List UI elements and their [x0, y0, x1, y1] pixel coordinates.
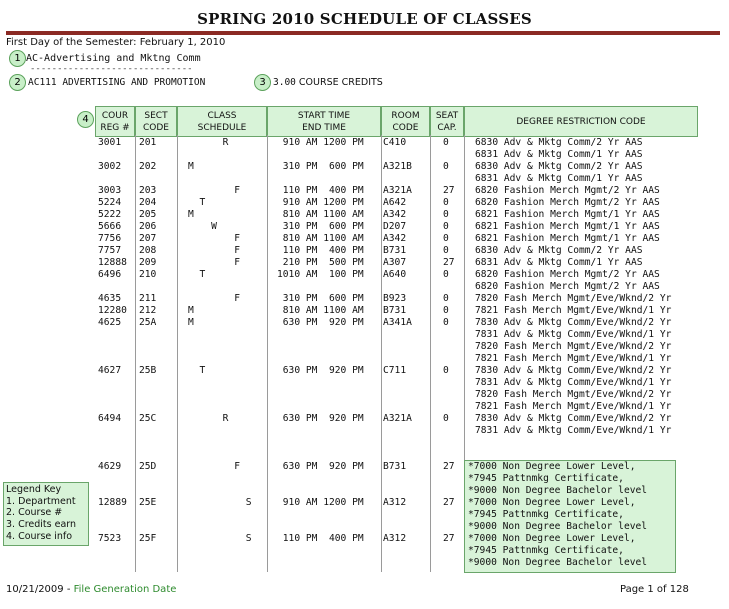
class-time: 910 AM 1200 PM [277, 497, 364, 508]
course-reg-number: 7756 [98, 233, 122, 244]
non-degree-code: *9000 Non Degree Bachelor level [468, 521, 648, 532]
seat-capacity: 27 [443, 185, 455, 196]
room-code: A321B [383, 161, 412, 172]
section-code: 25D [139, 461, 157, 472]
seat-capacity: 0 [443, 209, 449, 220]
section-code: 25E [139, 497, 157, 508]
course-reg-number: 12280 [98, 305, 127, 316]
room-code: D207 [383, 221, 407, 232]
section-code: 202 [139, 161, 157, 172]
seat-capacity: 0 [443, 365, 449, 376]
restriction-code: 6830 Adv & Mktg Comm/2 Yr AAS [475, 245, 643, 256]
callout-3-badge: 3 [254, 74, 271, 91]
class-time: 110 PM 400 PM [277, 533, 364, 544]
section-code: 25F [139, 533, 157, 544]
section-code: 210 [139, 269, 157, 280]
restriction-code: 6820 Fashion Merch Mgmt/2 Yr AAS [475, 197, 660, 208]
non-degree-code: *9000 Non Degree Bachelor level [468, 485, 648, 496]
section-code: 201 [139, 137, 157, 148]
class-time: 310 PM 600 PM [277, 161, 364, 172]
section-code: 25C [139, 413, 157, 424]
class-time: 630 PM 920 PM [277, 317, 364, 328]
restriction-code: 7830 Adv & Mktg Comm/Eve/Wknd/2 Yr [475, 413, 672, 424]
column-separator [135, 135, 136, 572]
room-code: C410 [383, 137, 407, 148]
room-code: A321A [383, 413, 412, 424]
restriction-code: 7820 Fash Merch Mgmt/Eve/Wknd/2 Yr [475, 293, 672, 304]
class-time: 310 PM 600 PM [277, 221, 364, 232]
restriction-code: 6831 Adv & Mktg Comm/1 Yr AAS [475, 173, 643, 184]
restriction-code: 7820 Fash Merch Mgmt/Eve/Wknd/2 Yr [475, 389, 672, 400]
restriction-code: 6831 Adv & Mktg Comm/1 Yr AAS [475, 149, 643, 160]
restriction-code: 6821 Fashion Merch Mgmt/1 Yr AAS [475, 233, 660, 244]
course-reg-number: 7523 [98, 533, 122, 544]
callout-1-badge: 1 [9, 50, 26, 67]
class-schedule-days: M [188, 161, 194, 172]
restriction-code: 7830 Adv & Mktg Comm/Eve/Wknd/2 Yr [475, 317, 672, 328]
header-schedule-line2: SCHEDULE [197, 122, 247, 133]
course-reg-number: 6494 [98, 413, 122, 424]
restriction-code: 6820 Fashion Merch Mgmt/2 Yr AAS [475, 185, 660, 196]
room-code: C711 [383, 365, 407, 376]
restriction-code: 6820 Fashion Merch Mgmt/2 Yr AAS [475, 269, 660, 280]
course-reg-number: 3002 [98, 161, 122, 172]
seat-capacity: 0 [443, 245, 449, 256]
room-code: B731 [383, 461, 407, 472]
header-class-schedule [177, 106, 267, 137]
class-schedule-days: F [188, 257, 240, 268]
course-reg-number: 7757 [98, 245, 122, 256]
course-reg-number: 5222 [98, 209, 122, 220]
restriction-code: 7830 Adv & Mktg Comm/Eve/Wknd/2 Yr [475, 365, 672, 376]
header-seat-line2: CAP. [437, 122, 457, 133]
room-code: A307 [383, 257, 407, 268]
title-rule [6, 31, 720, 35]
department-underline: ------------------------------ [30, 64, 193, 74]
header-course-reg [95, 106, 135, 137]
restriction-code: 6820 Fashion Merch Mgmt/2 Yr AAS [475, 281, 660, 292]
course-reg-number: 4627 [98, 365, 122, 376]
header-section-code [135, 106, 177, 137]
class-time: 630 PM 920 PM [277, 365, 364, 376]
section-code: 209 [139, 257, 157, 268]
class-schedule-days: T [188, 365, 206, 376]
class-time: 110 PM 400 PM [277, 245, 364, 256]
department-name: AC-Advertising and Mktng Comm [26, 53, 201, 64]
seat-capacity: 0 [443, 233, 449, 244]
credits-value: 3.00 [273, 77, 296, 88]
section-code: 212 [139, 305, 157, 316]
class-schedule-days: R [188, 137, 229, 148]
room-code: B731 [383, 305, 407, 316]
room-code: A321A [383, 185, 412, 196]
room-code: A640 [383, 269, 407, 280]
restriction-code: 7831 Adv & Mktg Comm/Eve/Wknd/1 Yr [475, 329, 672, 340]
seat-capacity: 27 [443, 533, 455, 544]
column-separator [177, 135, 178, 572]
class-time: 810 AM 1100 AM [277, 233, 364, 244]
section-code: 25A [139, 317, 157, 328]
column-separator [267, 135, 268, 572]
non-degree-code: *7000 Non Degree Lower Level, [468, 461, 636, 472]
restriction-code: 7831 Adv & Mktg Comm/Eve/Wknd/1 Yr [475, 377, 672, 388]
course-reg-number: 12889 [98, 497, 127, 508]
class-schedule-days: T [188, 269, 206, 280]
room-code: A342 [383, 209, 407, 220]
non-degree-code: *7945 Pattnmkg Certificate, [468, 473, 624, 484]
restriction-code: 6821 Fashion Merch Mgmt/1 Yr AAS [475, 221, 660, 232]
column-separator [381, 135, 382, 572]
non-degree-code: *7000 Non Degree Lower Level, [468, 533, 636, 544]
non-degree-code: *7000 Non Degree Lower Level, [468, 497, 636, 508]
legend-item: 3. Credits earn [6, 519, 77, 531]
seat-capacity: 0 [443, 137, 449, 148]
header-reg-line1: COUR [101, 110, 129, 121]
course-reg-number: 4629 [98, 461, 122, 472]
class-schedule-days: M [188, 305, 194, 316]
class-schedule-days: S [188, 533, 252, 544]
seat-capacity: 0 [443, 269, 449, 280]
header-degree-restriction: DEGREE RESTRICTION CODE [464, 106, 698, 137]
restriction-code: 6831 Adv & Mktg Comm/1 Yr AAS [475, 257, 643, 268]
section-code: 206 [139, 221, 157, 232]
class-time: 810 AM 1100 AM [277, 209, 364, 220]
class-time: 210 PM 500 PM [277, 257, 364, 268]
class-schedule-days: F [188, 185, 240, 196]
seat-capacity: 27 [443, 257, 455, 268]
section-code: 205 [139, 209, 157, 220]
file-generation-label: File Generation Date [73, 584, 177, 595]
restriction-code: 7831 Adv & Mktg Comm/Eve/Wknd/1 Yr [475, 425, 672, 436]
class-schedule-days: W [188, 221, 217, 232]
class-time: 810 AM 1100 AM [277, 305, 364, 316]
room-code: A642 [383, 197, 407, 208]
class-schedule-days: T [188, 197, 206, 208]
section-code: 204 [139, 197, 157, 208]
seat-capacity: 0 [443, 197, 449, 208]
section-code: 203 [139, 185, 157, 196]
non-degree-code: *7945 Pattnmkg Certificate, [468, 509, 624, 520]
course-reg-number: 4625 [98, 317, 122, 328]
class-schedule-days: M [188, 317, 194, 328]
class-schedule-days: S [188, 497, 252, 508]
legend-item: 4. Course info [6, 530, 73, 542]
legend-item: 1. Department [6, 495, 76, 507]
restriction-code: 7820 Fash Merch Mgmt/Eve/Wknd/2 Yr [475, 341, 672, 352]
room-code: B923 [383, 293, 407, 304]
header-reg-line2: REG # [100, 122, 130, 133]
legend-title: Legend Key [6, 484, 62, 495]
section-code: 207 [139, 233, 157, 244]
section-code: 211 [139, 293, 157, 304]
seat-capacity: 0 [443, 221, 449, 232]
class-schedule-days: F [188, 461, 240, 472]
non-degree-code: *9000 Non Degree Bachelor level [468, 557, 648, 568]
header-time-line2: END TIME [302, 122, 346, 133]
header-sect-line2: CODE [143, 122, 169, 133]
course-reg-number: 5666 [98, 221, 122, 232]
non-degree-code: *7945 Pattnmkg Certificate, [468, 545, 624, 556]
seat-capacity: 0 [443, 161, 449, 172]
page-number: Page 1 of 128 [620, 584, 689, 595]
header-seat-line1: SEAT [435, 110, 459, 121]
header-schedule-line1: CLASS [207, 110, 237, 121]
course-reg-number: 4635 [98, 293, 122, 304]
room-code: A312 [383, 533, 407, 544]
course-reg-number: 6496 [98, 269, 122, 280]
class-time: 310 PM 600 PM [277, 293, 364, 304]
class-schedule-days: R [188, 413, 229, 424]
legend-key [3, 482, 89, 546]
footer-separator: - [63, 584, 74, 595]
class-time: 630 PM 920 PM [277, 461, 364, 472]
course-reg-number: 3003 [98, 185, 122, 196]
room-code: A341A [383, 317, 412, 328]
header-room-line2: CODE [392, 122, 419, 133]
file-date: 10/21/2009 [6, 584, 64, 595]
seat-capacity: 27 [443, 497, 455, 508]
restriction-code: 7821 Fash Merch Mgmt/Eve/Wknd/1 Yr [475, 353, 672, 364]
credits-label: COURSE CREDITS [298, 77, 383, 88]
callout-2-badge: 2 [9, 74, 26, 91]
class-time: 630 PM 920 PM [277, 413, 364, 424]
course-reg-number: 5224 [98, 197, 122, 208]
column-separator [430, 135, 431, 572]
restriction-code: 7821 Fash Merch Mgmt/Eve/Wknd/1 Yr [475, 305, 672, 316]
room-code: A312 [383, 497, 407, 508]
class-time: 910 AM 1200 PM [277, 137, 364, 148]
first-day-of-semester: First Day of the Semester: February 1, 2010 [6, 37, 226, 48]
course-reg-number: 12888 [98, 257, 127, 268]
class-schedule-days: F [188, 293, 240, 304]
class-schedule-days: M [188, 209, 194, 220]
class-schedule-days: F [188, 233, 240, 244]
class-time: 910 AM 1200 PM [277, 197, 364, 208]
seat-capacity: 0 [443, 317, 449, 328]
seat-capacity: 0 [443, 293, 449, 304]
course-title: AC111 ADVERTISING AND PROMOTION [28, 77, 206, 88]
seat-capacity: 0 [443, 305, 449, 316]
header-room-code [381, 106, 430, 137]
room-code: B731 [383, 245, 407, 256]
course-reg-number: 3001 [98, 137, 122, 148]
class-time: 1010 AM 100 PM [277, 269, 364, 280]
header-start-end-time [267, 106, 381, 137]
legend-item: 2. Course # [6, 507, 63, 519]
seat-capacity: 0 [443, 413, 449, 424]
restriction-code: 6830 Adv & Mktg Comm/2 Yr AAS [475, 137, 643, 148]
callout-4-badge: 4 [77, 111, 94, 128]
page-title: SPRING 2010 SCHEDULE OF CLASSES [197, 10, 532, 28]
restriction-code: 7821 Fash Merch Mgmt/Eve/Wknd/1 Yr [475, 401, 672, 412]
class-schedule-days: F [188, 245, 240, 256]
restriction-code: 6830 Adv & Mktg Comm/2 Yr AAS [475, 161, 643, 172]
header-room-line1: ROOM [391, 110, 420, 121]
seat-capacity: 27 [443, 461, 455, 472]
header-sect-line1: SECT [144, 110, 168, 121]
room-code: A342 [383, 233, 407, 244]
header-time-line1: START TIME [297, 110, 351, 121]
section-code: 25B [139, 365, 157, 376]
section-code: 208 [139, 245, 157, 256]
footer-generation-date [6, 584, 176, 595]
class-time: 110 PM 400 PM [277, 185, 364, 196]
restriction-code: 6821 Fashion Merch Mgmt/1 Yr AAS [475, 209, 660, 220]
header-seat-capacity [430, 106, 464, 137]
course-credits [273, 77, 383, 88]
